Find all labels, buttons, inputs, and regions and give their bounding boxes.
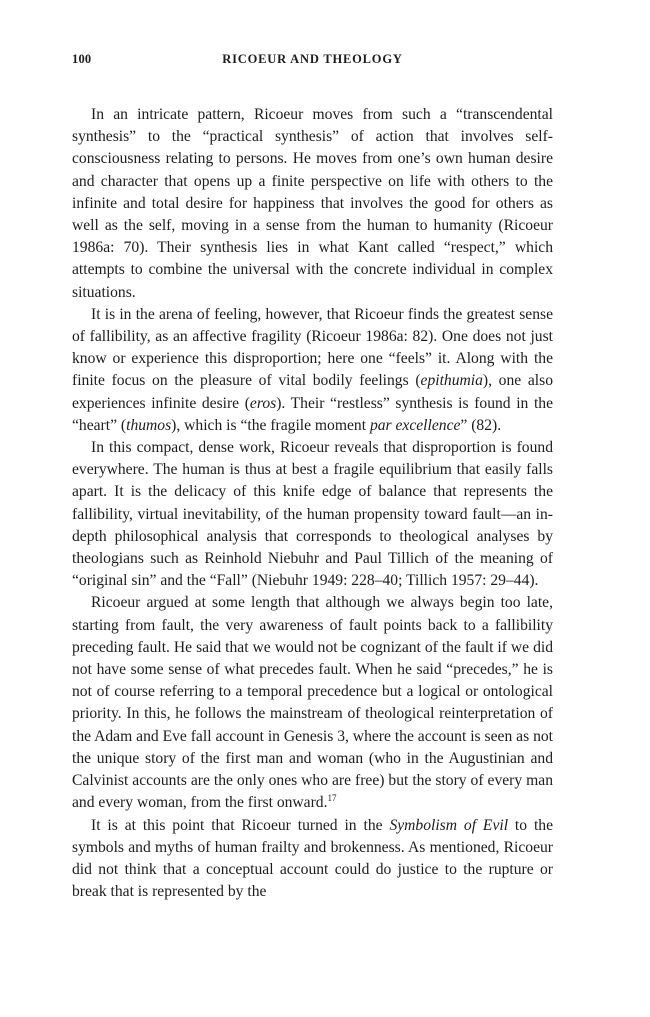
text-run: In this compact, dense work, Ricoeur reveals that disproportion is found everywhere. The human is thus at best a fragile equilibrium that easily falls apart. It is the delicacy of this knife edge of balance that represents the fallibility, virtual inevitability, of the human propensity toward fault—an in-depth philosophical analysis that corresponds to theological analyses by theologians such as Reinhold Niebuhr and Paul Tillich of the meaning of “original sin” and the “Fall” (Niebuhr 1949: 228–40; Tillich 1957: 29–44). <box>72 439 553 590</box>
running-title: RICOEUR AND THEOLOGY <box>222 52 403 66</box>
italic-term: par excellence <box>369 416 461 434</box>
page-number: 100 <box>72 52 92 66</box>
paragraph-disproportion <box>72 437 553 592</box>
text-run: ), one also experiences infinite desire ( <box>72 372 553 412</box>
italic-term: thumos <box>126 416 172 434</box>
running-head <box>72 52 553 72</box>
book-page <box>72 0 553 1017</box>
text-run: ), which is “the fragile moment <box>171 416 370 434</box>
footnote-reference[interactable]: 17 <box>327 793 337 804</box>
body-text <box>72 104 553 903</box>
text-run: to the symbols and myths of human frailty and brokenness. As mentioned, Ricoeur did not think that a conceptual account could do justice to the rupture or break that is represented by the <box>72 816 553 901</box>
paragraph-symbolism-of-evil <box>72 815 553 904</box>
italic-term: epithumia <box>420 372 483 390</box>
paragraph-affective-fragility <box>72 304 553 437</box>
paragraph-fallibility-preceding-fault <box>72 592 553 814</box>
text-run: It is at this point that Ricoeur turned in the <box>91 816 390 834</box>
italic-title: Symbolism of Evil <box>389 816 509 834</box>
text-run: ” (82). <box>460 416 502 434</box>
text-run: It is in the arena of feeling, however, that Ricoeur finds the greatest sense of fallibility, as an affective fragility (Ricoeur 1986a: 82). One does not just know or experience this disproportion; here one “feels” it. Along with the finite focus on the pleasure of vital bodily feelings ( <box>72 305 553 390</box>
text-run: Ricoeur argued at some length that although we always begin too late, starting from fault, the very awareness of fault points back to a fallibility preceding fault. He said that we would not be cognizant of the fault if we did not have some sense of what precedes fault. When he said “precedes,” he is not of course referring to a temporal precedence but a logical or ontological priority. In this, he follows the mainstream of theological reinterpretation of the Adam and Eve fall account in Genesis 3, where the account is seen as not the unique story of the first man and woman (who in the Augustinian and Calvinist accounts are the only ones who are free) but the story of every man and every woman, from the first onward. <box>72 594 553 812</box>
text-run: In an intricate pattern, Ricoeur moves from such a “transcendental synthesis” to the “practical synthesis” of action that involves self-consciousness relating to persons. He moves from one’s own human desire and character that opens up a finite perspective on life with others to the infinite and total desire for happiness that involves the good for others as well as the self, moving in a sense from the human to humanity (Ricoeur 1986a: 70). Their synthesis lies in what Kant called “respect,” which attempts to combine the universal with the concrete individual in complex situations. <box>72 106 553 301</box>
paragraph-transcendental-synthesis <box>72 104 553 304</box>
italic-term: eros <box>249 394 277 412</box>
text-run: ). Their “restless” synthesis is found in the “heart” ( <box>72 394 554 434</box>
